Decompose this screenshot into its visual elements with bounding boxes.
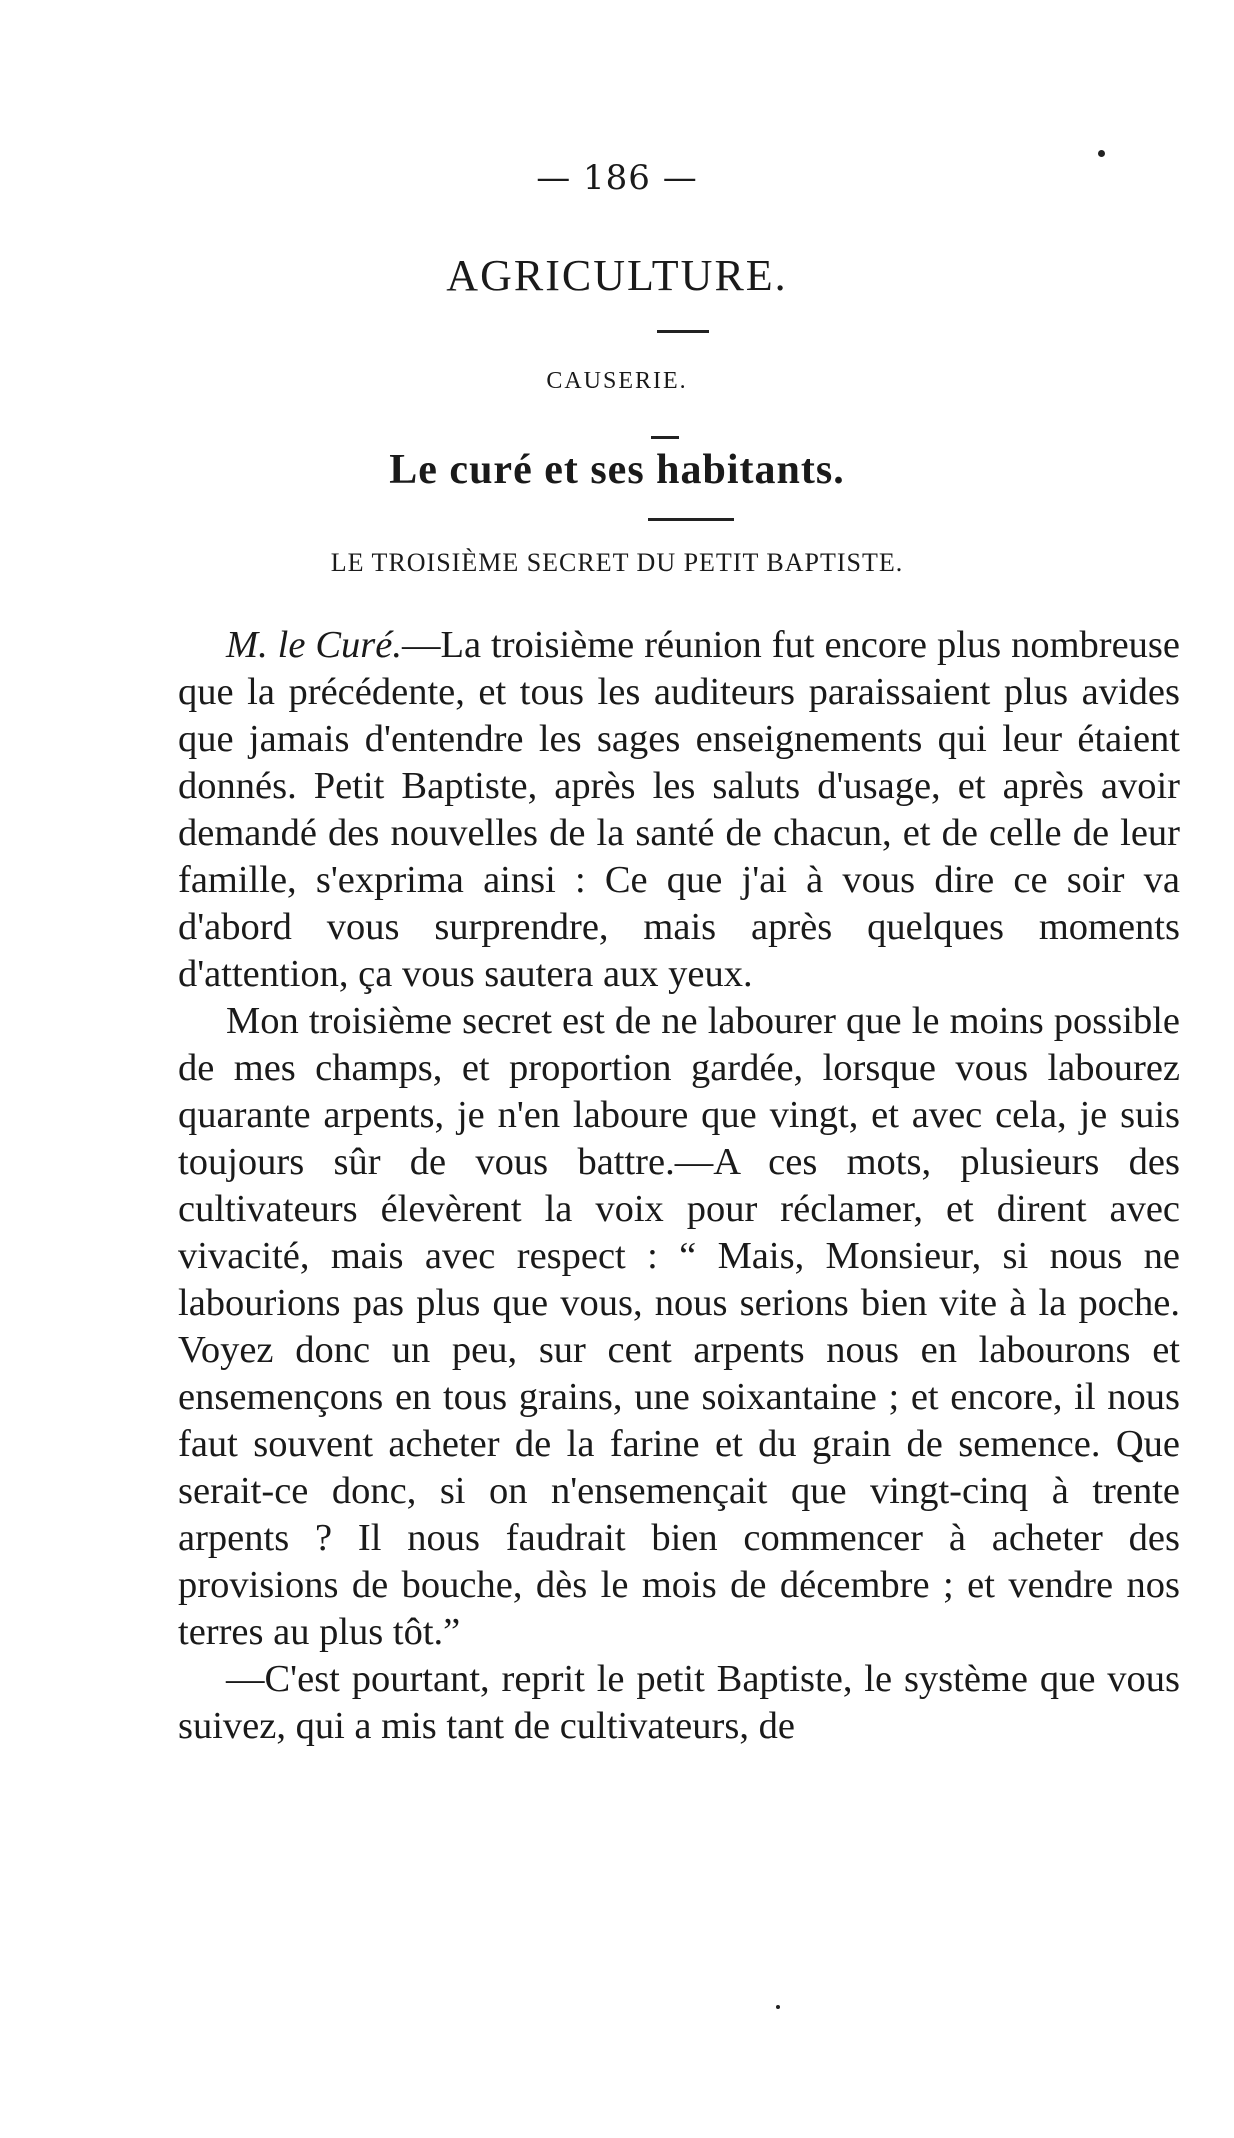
speaker-label: M. le Curé. [226,624,402,666]
divider-rule [657,330,709,333]
section-title: AGRICULTURE. [446,251,788,300]
page-number: — 186 — [536,158,698,198]
section-subtitle: CAUSERIE. [546,368,688,394]
print-speck [1098,150,1105,157]
article-title: Le curé et ses habitants. [389,447,845,493]
paragraph: Mon troisième secret est de ne labourer que le moins possible de mes champs, et proportion gardée, lorsque vous labourez quarante arpents, je n'en laboure que vingt, et avec cela, je suis toujours sûr de vous battre.—A ces mots, plusieurs des cultivateurs élevèrent la voix pour réclamer, et dirent avec vivacité, mais avec respect : “ Mais, Monsieur, si nous ne labourions pas plus que vous, nous serions bien vite à la poche. Voyez donc un peu, sur cent arpents nous en labourons et ensemençons en tous grains, une soixantaine ; et encore, il nous faut souvent acheter de la farine et du grain de semence. Que serait-ce donc, si on n'ensemençait que vingt-cinq à trente arpents ? Il nous faudrait bien commencer à acheter des provisions de bouche, dès le mois de décembre ; et vendre nos terres au plus tôt.” [178,1000,1180,1653]
paragraph: —C'est pourtant, reprit le petit Baptiste, le système que vous suivez, qui a mis tant de cultivateurs, de [178,1658,1180,1747]
divider-rule [651,436,679,439]
chapter-title: LE TROISIÈME SECRET DU PETIT BAPTISTE. [330,548,904,577]
paragraph-text: —La troisième réunion fut encore plus nombreuse que la précédente, et tous les auditeurs paraissaient plus avides que jamais d'entendre les sages enseignements qui leur étaient donnés. Petit Baptiste, après les saluts d'usage, et après avoir demandé des nouvelles de la santé de chacun, et de celle de leur famille, s'exprima ainsi : Ce que j'ai à vous dire ce soir va d'abord vous surprendre, mais après quelques moments d'attention, ça vous sautera aux yeux. [178,624,1180,995]
divider-rule [648,518,734,521]
print-speck [776,2005,780,2009]
body-text [178,622,1180,1750]
paragraph [178,622,1180,998]
